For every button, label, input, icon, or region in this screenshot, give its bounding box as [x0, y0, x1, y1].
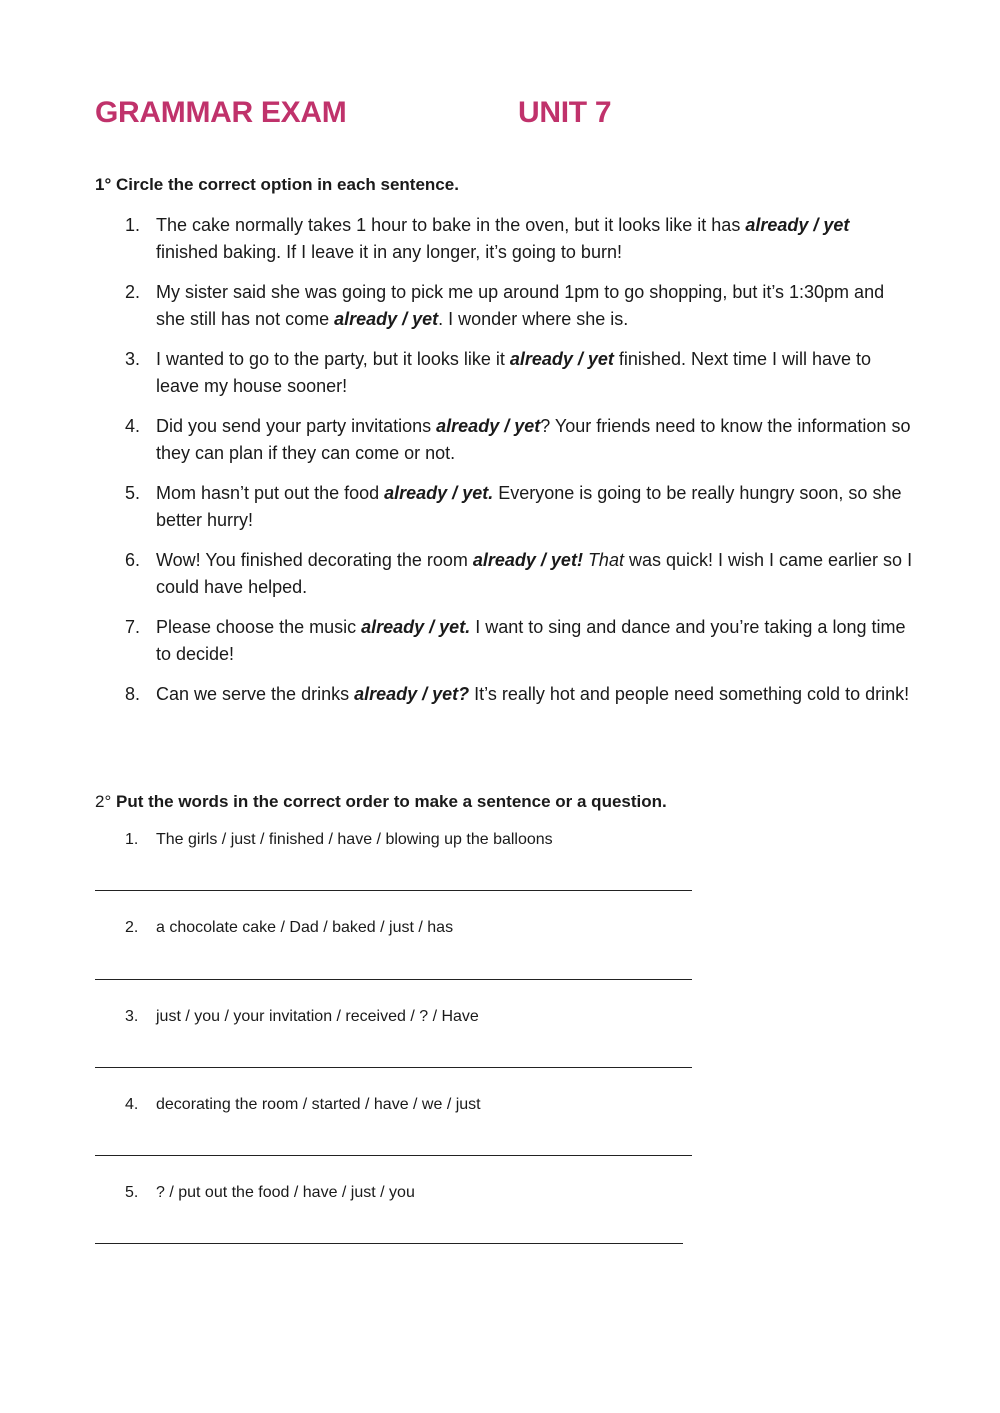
item-text: Please choose the music already / yet. I want to sing and dance and you’re taking a long time to decide! [156, 617, 906, 664]
answer-options[interactable]: already / yet [436, 416, 541, 436]
item-text: Can we serve the drinks already / yet? It’s really hot and people need something cold to drink! [156, 684, 910, 704]
section-1-number: 1° [95, 175, 112, 194]
answer-options[interactable]: already / yet [334, 309, 439, 329]
item-number: 3. [125, 349, 141, 369]
item-text: The cake normally takes 1 hour to bake in the oven, but it looks like it has already / yet finished baking. If I leave it in any longer, it’s going to burn! [156, 215, 850, 262]
answer-options[interactable]: already / yet [509, 349, 614, 369]
answer-line[interactable] [95, 1067, 692, 1068]
item-number: 8. [125, 684, 141, 704]
item-text: Did you send your party invitations already / yet? Your friends need to know the information so they can plan if they can come or not. [156, 416, 911, 463]
item-number: 5. [125, 1184, 139, 1201]
answer-options[interactable]: already / yet? [354, 684, 470, 704]
item-number: 3. [125, 1008, 139, 1025]
item-text: I wanted to go to the party, but it looks like it already / yet finished. Next time I will have to leave my house sooner! [156, 349, 872, 396]
exam-header [95, 96, 915, 136]
answer-line[interactable] [95, 1243, 683, 1244]
item-number: 2. [125, 282, 141, 302]
answer-options[interactable]: already / yet [745, 215, 850, 235]
item-number: 4. [125, 1096, 139, 1113]
item-number: 7. [125, 617, 141, 637]
item-number: 5. [125, 483, 141, 503]
answer-options[interactable]: already / yet. [384, 483, 494, 503]
item-number: 2. [125, 919, 139, 936]
answer-options[interactable]: already / yet. [361, 617, 471, 637]
answer-line[interactable] [95, 890, 692, 891]
unit-title: UNIT 7 [518, 96, 612, 129]
answer-options[interactable]: already / yet! [472, 550, 583, 570]
item-text: Mom hasn’t put out the food already / yet. Everyone is going to be really hungry soon, so she better hurry! [156, 483, 902, 530]
item-text: decorating the room / started / have / we / just [156, 1096, 481, 1113]
section-2-instructions: Put the words in the correct order to make a sentence or a question. [116, 792, 667, 811]
exam-title: GRAMMAR EXAM [95, 96, 347, 129]
item-text: just / you / your invitation / received / ? / Have [156, 1008, 479, 1025]
section-1-instructions: Circle the correct option in each sentence. [116, 175, 459, 194]
item-text: a chocolate cake / Dad / baked / just / has [156, 919, 454, 936]
section-2-number: 2° [95, 792, 112, 811]
item-text: My sister said she was going to pick me up around 1pm to go shopping, but it’s 1:30pm and she still has not come already / yet. I wonder where she is. [156, 282, 885, 329]
item-number: 1. [125, 215, 141, 235]
item-text: ? / put out the food / have / just / you [156, 1184, 415, 1201]
section-2-heading [95, 792, 667, 812]
answer-line[interactable] [95, 979, 692, 980]
item-number: 6. [125, 550, 141, 570]
section-1-heading [95, 175, 459, 195]
item-text: The girls / just / finished / have / blowing up the balloons [156, 831, 553, 848]
item-text: Wow! You finished decorating the room already / yet! That was quick! I wish I came earlier so I could have helped. [156, 550, 913, 597]
item-number: 1. [125, 831, 139, 848]
answer-line[interactable] [95, 1155, 692, 1156]
item-number: 4. [125, 416, 141, 436]
